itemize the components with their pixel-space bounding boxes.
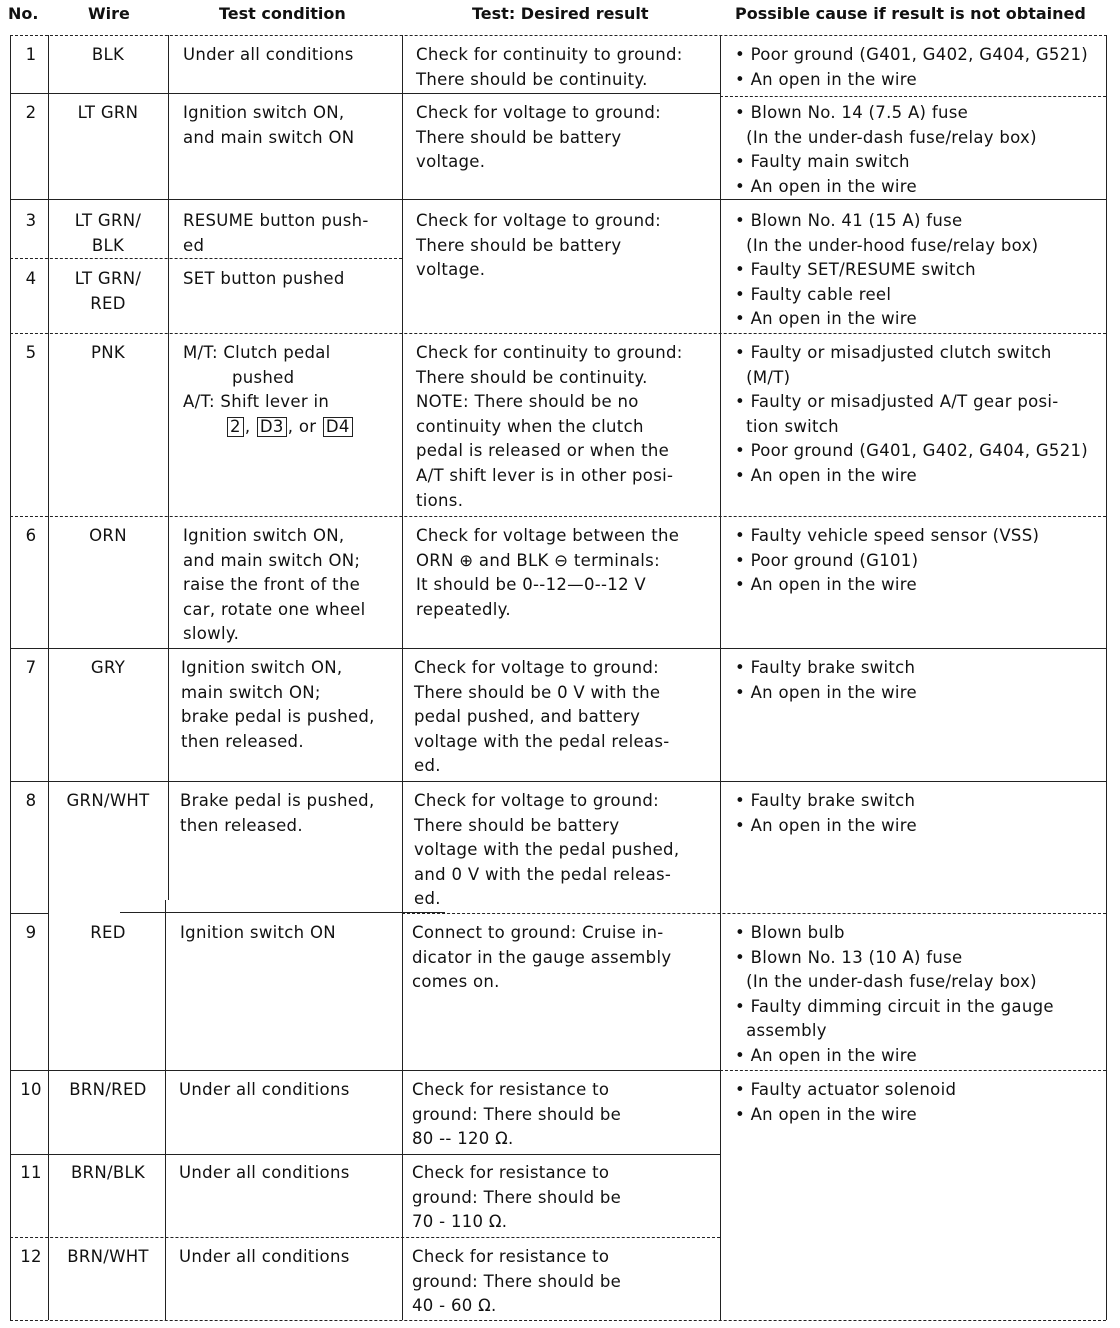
desired-result-line: ground: There should be	[412, 1271, 622, 1291]
test-condition-line: Ignition switch ON,	[181, 658, 343, 677]
desired-result-line: There should be continuity.	[416, 69, 648, 89]
row-divider	[10, 333, 1106, 334]
desired-result-line: Check for resistance to	[412, 1247, 610, 1266]
wire-color: BLK	[91, 235, 125, 255]
test-condition-line: Ignition switch ON,	[183, 103, 345, 122]
possible-cause-line: • Faulty SET/RESUME switch	[735, 260, 976, 280]
row-divider	[10, 35, 1107, 36]
possible-cause-line: • An open in the wire	[735, 815, 917, 835]
row-number: 7	[25, 658, 37, 677]
test-condition-line: Under all conditions	[179, 1247, 350, 1266]
row-number: 8	[25, 791, 37, 810]
possible-cause-line: • Faulty vehicle speed sensor (VSS)	[735, 526, 1040, 545]
column-divider	[1106, 35, 1107, 1320]
wire-color: LT GRN/	[74, 211, 142, 230]
row-number: 4	[25, 269, 37, 288]
gear-positions: 2 , D3 , or D4	[226, 415, 354, 440]
desired-result-line: pedal is released or when the	[416, 441, 670, 461]
possible-cause-line: • Blown No. 41 (15 A) fuse	[735, 211, 963, 230]
desired-result-line: 80 -- 120 Ω.	[412, 1129, 514, 1149]
wire-color: RED	[90, 923, 126, 942]
possible-cause-line: • An open in the wire	[735, 575, 917, 595]
test-condition-line: car, rotate one wheel	[183, 599, 366, 619]
desired-result-line: Connect to ground: Cruise in-	[412, 923, 664, 942]
desired-result-line: Check for voltage to ground:	[416, 103, 661, 122]
wire-color: LT GRN	[77, 103, 139, 122]
desired-result-line: It should be 0--12—0--12 V	[416, 575, 646, 595]
possible-cause-line: tion switch	[735, 416, 839, 436]
desired-result-line: There should be battery	[416, 127, 622, 147]
desired-result-line: voltage with the pedal pushed,	[414, 840, 680, 860]
row-divider	[720, 1070, 1106, 1071]
wire-color: PNK	[90, 343, 125, 362]
desired-result-line: Check for resistance to	[412, 1080, 610, 1099]
desired-result-line: voltage.	[416, 152, 486, 172]
row-divider	[10, 913, 48, 914]
row-divider	[10, 781, 1106, 782]
wire-color: GRN/WHT	[66, 791, 150, 810]
possible-cause-line: • Faulty or misadjusted clutch switch	[735, 343, 1052, 362]
test-condition-line: RESUME button push-	[183, 211, 369, 230]
wire-color: GRY	[90, 658, 126, 677]
desired-result-line: and 0 V with the pedal releas-	[414, 864, 672, 884]
gear-position-d3: D3	[257, 417, 287, 437]
test-condition-line: Under all conditions	[179, 1080, 350, 1099]
row-divider	[10, 93, 720, 94]
possible-cause-line: (M/T)	[735, 367, 791, 387]
wire-color: ORN	[89, 526, 127, 545]
desired-result-line: There should be 0 V with the	[414, 682, 661, 702]
header-no: No.	[8, 4, 39, 23]
row-number: 12	[20, 1247, 42, 1266]
possible-cause-line: • Poor ground (G401, G402, G404, G521)	[735, 441, 1089, 461]
row-divider	[10, 516, 1106, 517]
row-divider	[10, 199, 1106, 200]
desired-result-line: dicator in the gauge assembly	[412, 947, 672, 967]
possible-cause-line: (In the under-dash fuse/relay box)	[735, 127, 1037, 147]
column-divider	[10, 35, 11, 1320]
test-condition-line: slowly.	[183, 624, 240, 644]
desired-result-line: A/T shift lever is in other posi-	[416, 466, 674, 485]
column-divider	[402, 35, 403, 1320]
row-number: 6	[25, 526, 37, 545]
test-condition-line: then released.	[180, 815, 303, 835]
desired-result-line: Check for voltage between the	[416, 526, 680, 545]
row-number: 3	[25, 211, 37, 230]
desired-result-line: voltage with the pedal releas-	[414, 731, 670, 751]
row-divider	[10, 1237, 720, 1238]
test-condition-line: raise the front of the	[183, 575, 361, 595]
row-divider	[720, 96, 1106, 97]
desired-result-line: 40 - 60 Ω.	[412, 1296, 497, 1316]
possible-cause-line: • An open in the wire	[735, 309, 917, 329]
test-condition-line: main switch ON;	[181, 682, 321, 702]
desired-result-line: ed.	[414, 756, 441, 776]
test-condition-line: Brake pedal is pushed,	[180, 791, 375, 810]
test-condition-line: Under all conditions	[179, 1163, 350, 1182]
test-condition-line: A/T: Shift lever in	[183, 392, 330, 412]
test-condition-line: brake pedal is pushed,	[181, 707, 375, 727]
test-condition-line: Ignition switch ON,	[183, 526, 345, 545]
row-number: 10	[20, 1080, 42, 1099]
test-condition-line: and main switch ON;	[183, 550, 361, 570]
possible-cause-line: • Faulty actuator solenoid	[735, 1080, 957, 1099]
row-divider	[10, 1320, 1106, 1321]
possible-cause-line: • Blown No. 13 (10 A) fuse	[735, 947, 963, 967]
desired-result-line: pedal pushed, and battery	[414, 707, 641, 727]
possible-cause-line: • Faulty brake switch	[735, 791, 916, 810]
possible-cause-line: • Faulty dimming circuit in the gauge	[735, 996, 1054, 1016]
possible-cause-line: (In the under-hood fuse/relay box)	[735, 235, 1039, 255]
desired-result-line: There should be battery	[416, 235, 622, 255]
row-divider	[10, 1070, 720, 1071]
desired-result-line: There should be continuity.	[416, 367, 648, 387]
possible-cause-line: • An open in the wire	[735, 682, 917, 702]
gear-position-2: 2	[227, 417, 244, 437]
row-number: 9	[25, 923, 37, 942]
row-divider	[10, 648, 1106, 649]
test-condition-line: M/T: Clutch pedal	[183, 343, 331, 362]
possible-cause-line: assembly	[735, 1021, 827, 1041]
desired-result-line: continuity when the clutch	[416, 416, 644, 436]
possible-cause-line: • An open in the wire	[735, 1104, 917, 1124]
possible-cause-line: (In the under-dash fuse/relay box)	[735, 972, 1037, 992]
possible-cause-line: • Blown No. 14 (7.5 A) fuse	[735, 103, 969, 122]
desired-result-line: NOTE: There should be no	[416, 392, 639, 412]
test-condition-line: ed	[183, 235, 205, 255]
wire-color: BRN/RED	[69, 1080, 147, 1099]
header-cause: Possible cause if result is not obtained	[735, 4, 1086, 23]
wire-color: BRN/BLK	[70, 1163, 146, 1182]
row-number: 11	[20, 1163, 42, 1182]
possible-cause-line: • An open in the wire	[735, 176, 917, 196]
column-divider	[48, 35, 49, 1320]
possible-cause-line: • Faulty brake switch	[735, 658, 916, 677]
possible-cause-line: • Faulty cable reel	[735, 284, 892, 304]
row-divider	[402, 913, 1106, 914]
column-divider	[165, 900, 166, 1320]
desired-result-line: ground: There should be	[412, 1104, 622, 1124]
desired-result-line: ground: There should be	[412, 1187, 622, 1207]
desired-result-line: comes on.	[412, 972, 500, 992]
desired-result-line: There should be battery	[414, 815, 620, 835]
desired-result-line: Check for continuity to ground:	[416, 45, 683, 64]
test-condition-line: SET button pushed	[183, 269, 345, 288]
wire-color: BLK	[91, 45, 125, 64]
row-divider	[10, 258, 402, 259]
gears-or: or	[298, 416, 317, 436]
desired-result-line: tions.	[416, 490, 464, 510]
wire-color: LT GRN/	[74, 269, 142, 288]
possible-cause-line: • Faulty main switch	[735, 152, 910, 172]
desired-result-line: ORN ⊕ and BLK ⊖ terminals:	[416, 550, 660, 570]
test-condition-line: Ignition switch ON	[180, 923, 336, 942]
desired-result-line: voltage.	[416, 260, 486, 280]
test-condition-line: pushed	[232, 367, 295, 387]
test-condition-line: and main switch ON	[183, 127, 355, 147]
row-number: 5	[25, 343, 37, 362]
header-condition: Test condition	[219, 4, 346, 23]
test-condition-line: Under all conditions	[183, 45, 354, 64]
row-divider	[10, 1154, 720, 1155]
desired-result-line: Check for voltage to ground:	[414, 658, 659, 677]
row-divider	[120, 912, 445, 913]
desired-result-line: Check for voltage to ground:	[414, 791, 659, 810]
possible-cause-line: • Blown bulb	[735, 923, 845, 942]
test-condition-line: then released.	[181, 731, 304, 751]
column-divider	[720, 35, 721, 1320]
row-number: 1	[25, 45, 37, 64]
column-divider	[168, 35, 169, 900]
desired-result-line: Check for voltage to ground:	[416, 211, 661, 230]
desired-result-line: Check for continuity to ground:	[416, 343, 683, 362]
desired-result-line: 70 - 110 Ω.	[412, 1212, 508, 1232]
header-result: Test: Desired result	[472, 4, 649, 23]
gear-position-d4: D4	[323, 417, 353, 437]
possible-cause-line: • An open in the wire	[735, 1046, 917, 1065]
wire-color: RED	[90, 293, 126, 313]
row-number: 2	[25, 103, 37, 122]
possible-cause-line: • Poor ground (G401, G402, G404, G521)	[735, 45, 1089, 64]
possible-cause-line: • Faulty or misadjusted A/T gear posi-	[735, 392, 1059, 412]
possible-cause-line: • Poor ground (G101)	[735, 550, 919, 570]
wire-color: BRN/WHT	[67, 1247, 149, 1266]
header-wire: Wire	[88, 4, 130, 23]
desired-result-line: ed.	[414, 889, 441, 909]
possible-cause-line: • An open in the wire	[735, 69, 917, 89]
possible-cause-line: • An open in the wire	[735, 466, 917, 485]
desired-result-line: repeatedly.	[416, 599, 511, 619]
desired-result-line: Check for resistance to	[412, 1163, 610, 1182]
